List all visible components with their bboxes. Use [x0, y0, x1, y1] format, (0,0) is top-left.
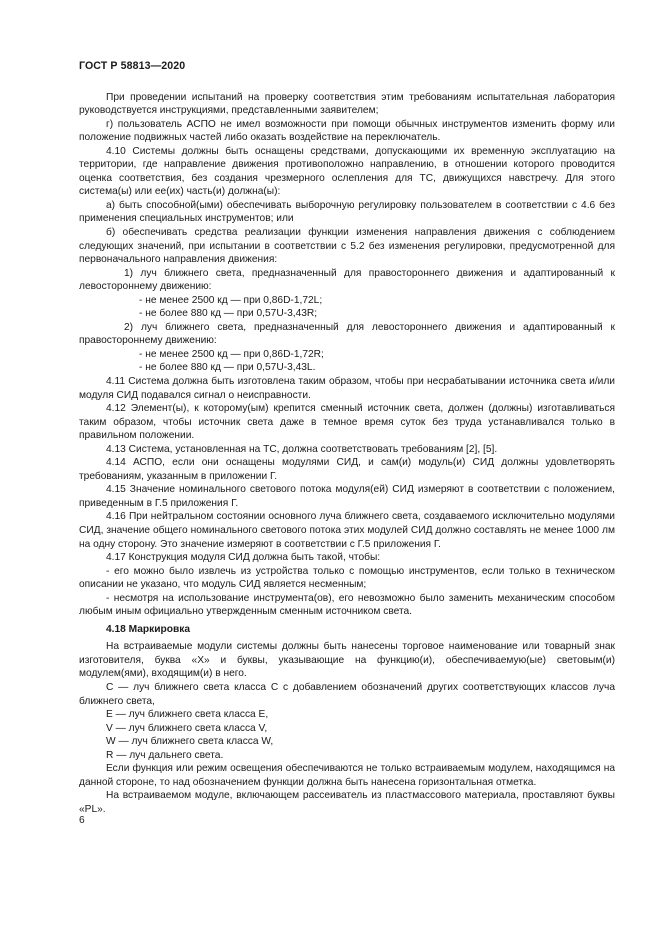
clause-4-10: 4.10 Системы должны быть оснащены средствами, допускающими их временную эксплуатацию на территории, где направление движения противоположно направлению, в отношении которого проводится оценка соответствия, без создания чрезмерного ослепления для ТС, движущихся навстречу. Для этого система(ы) или ее(их) часть(и) должна(ы): — [79, 145, 615, 198]
paragraph: Если функция или режим освещения обеспечиваются не только встраиваемым модулем, находящимся на данной стороне, то над обозначением функции должна быть нанесена горизонтальная отметка. — [79, 763, 615, 788]
section-heading: 4.18 Маркировка — [106, 623, 190, 635]
list-item: г) пользователь АСПО не имел возможности при помощи обычных инструментов изменить форму или положение подвижных частей либо оказать воздействие на переключатель. — [79, 118, 615, 144]
paragraph: На встраиваемом модуле, включающем рассеиватель из пластмассового материала, проставляют буквы «PL». — [79, 790, 615, 815]
list-item: 1) луч ближнего света, предназначенный для правостороннего движения и адаптированный к левостороннему движению: — [79, 267, 615, 293]
list-item: - не менее 2500 кд — при 0,86D-1,72R; — [139, 348, 324, 360]
list-item: а) быть способной(ыми) обеспечивать выборочную регулировку пользователем в соответствии с 4.6 без применения специальных инструментов; или — [79, 199, 615, 225]
list-item: - не более 880 кд — при 0,57U-3,43L. — [139, 362, 316, 374]
list-item: б) обеспечивать средства реализации функции изменения направления движения с соблюдением следующих значений, при испытании в соответствии с 5.2 без изменения регулировки, предусмотренной для первоначального направления движения: — [79, 226, 615, 266]
paragraph: При проведении испытаний на проверку соответствия этим требованиям испытательная лаборатория руководствуется инструкциями, представленными заявителем; — [79, 91, 615, 117]
clause-4-16: 4.16 При нейтральном состоянии основного луча ближнего света, создаваемого исключительно модулями СИД, значение общего номинального светового потока этих модулей СИД должно составлять не менее 1000 лм на одну сторону. Это значение измеряют в соответствии с Г.5 приложения Г. — [79, 511, 615, 550]
document-body — [79, 91, 615, 817]
list-item: V — луч ближнего света класса V, — [106, 722, 268, 734]
list-item: С — луч ближнего света класса С с добавлением обозначений других соответствующих классов луча ближнего света, — [79, 682, 615, 707]
paragraph: На встраиваемые модули системы должны быть нанесены торговое наименование или товарный знак изготовителя, буква «X» и буквы, указывающие на функцию(и), обеспечиваемую(ые) световым(и) модулем(ями), входящим(и) в него. — [79, 641, 615, 680]
clause-4-12: 4.12 Элемент(ы), к которому(ым) крепится сменный источник света, должен (должны) изготавливаться таким образом, чтобы источник света даже в темное время суток без труда устанавливался только в правильном положении. — [79, 403, 615, 442]
list-item: W — луч ближнего света класса W, — [106, 736, 274, 748]
clause-4-15: 4.15 Значение номинального светового потока модуля(ей) СИД измеряют в соответствии с положением, приведенным в Г.5 приложения Г. — [79, 484, 615, 509]
list-item: Е — луч ближнего света класса Е, — [106, 709, 269, 721]
list-item: - его можно было извлечь из устройства только с помощью инструментов, если только в техническом описании не указано, что модуль СИД является несменным; — [79, 565, 615, 591]
clause-4-17: 4.17 Конструкция модуля СИД должна быть такой, чтобы: — [106, 552, 381, 564]
clause-4-11: 4.11 Система должна быть изготовлена таким образом, чтобы при несрабатывании источника света и/или модуля СИД подавался сигнал о неисправности. — [79, 375, 615, 401]
page-number: 6 — [79, 815, 85, 826]
clause-4-13: 4.13 Система, установленная на ТС, должна соответствовать требованиям [2], [5]. — [106, 443, 498, 455]
list-item: - не более 880 кд — при 0,57U-3,43R; — [139, 308, 318, 320]
list-item: R — луч дальнего света. — [106, 749, 224, 761]
list-item: 2) луч ближнего света, предназначенный для левостороннего движения и адаптированный к правостороннему движению: — [79, 321, 615, 347]
list-item: - не менее 2500 кд — при 0,86D-1,72L; — [139, 294, 323, 306]
clause-4-14: 4.14 АСПО, если они оснащены модулями СИД, и сам(и) модуль(и) СИД должны удовлетворять требованиям, указанным в приложении Г. — [79, 457, 615, 482]
list-item: - несмотря на использование инструмента(ов), его невозможно было заменить механическим способом любым иным официально утвержденным сменным источником света. — [79, 592, 615, 618]
document-header: ГОСТ Р 58813—2020 — [79, 60, 186, 72]
